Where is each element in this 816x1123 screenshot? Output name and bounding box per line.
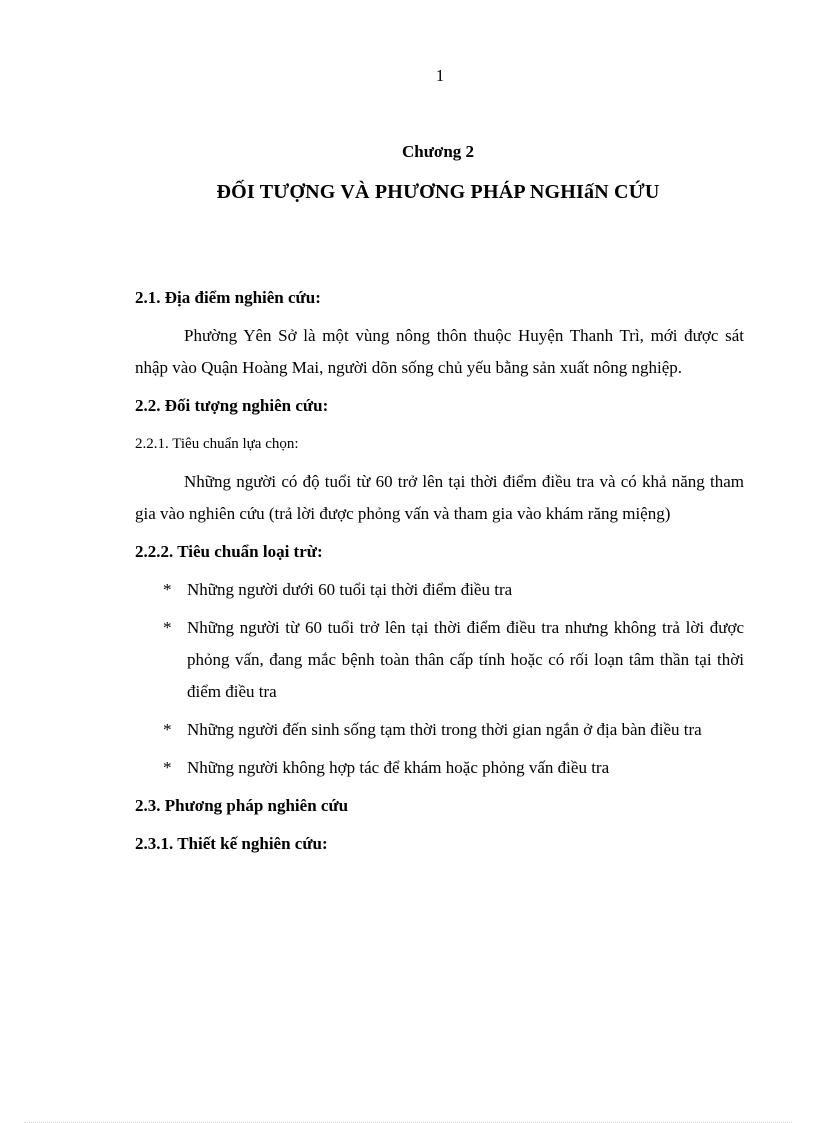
section-heading-2-2: 2.2. Đối tượng nghiên cứu:: [135, 396, 329, 415]
chapter-label: Chương 2: [401, 142, 475, 161]
list-item-text: Những người đến sinh sống tạm thời trong thời gian ngắn ở địa bàn điều tra: [187, 720, 702, 739]
list-item: [135, 752, 744, 784]
asterisk-bullet-icon: *: [163, 720, 172, 739]
list-item: [135, 612, 744, 708]
page-number: 1: [435, 66, 445, 85]
section-heading-2-3: 2.3. Phương pháp nghiên cứu: [135, 796, 349, 815]
document-body: [135, 282, 744, 866]
asterisk-bullet-icon: *: [163, 758, 172, 777]
section-paragraph-2-2-1: Những người có độ tuổi từ 60 trở lên tại thời điểm điều tra và có khả năng tham gia vào nghiên cứu (trả lời được phỏng vấn và tham gia vào khám răng miệng): [135, 472, 744, 523]
section-heading-2-3-1: 2.3.1. Thiết kế nghiên cứu:: [135, 834, 328, 853]
list-item: [135, 714, 744, 746]
section-heading-2-1: 2.1. Địa điểm nghiên cứu:: [135, 288, 321, 307]
asterisk-bullet-icon: *: [163, 618, 172, 637]
list-item-text: Những người không hợp tác để khám hoặc phỏng vấn điều tra: [187, 758, 610, 777]
chapter-title: ĐỐI TƯỢNG VÀ PHƯƠNG PHÁP NGHIấN CỨU: [216, 181, 660, 203]
list-item: [135, 574, 744, 606]
list-item-text: Những người từ 60 tuổi trở lên tại thời điểm điều tra nhưng không trả lời được phỏng vấn, đang mắc bệnh toàn thân cấp tính hoặc có rối loạn tâm thần tại thời điểm điều tra: [187, 618, 744, 701]
exclusion-criteria-list: [135, 574, 744, 784]
list-item-text: Những người dưới 60 tuổi tại thời điểm điều tra: [187, 580, 513, 599]
section-heading-2-2-2: 2.2.2. Tiêu chuẩn loại trừ:: [135, 542, 323, 561]
section-paragraph-2-1: Phường Yên Sở là một vùng nông thôn thuộc Huyện Thanh Trì, mới được sát nhập vào Quận Hoàng Mai, người dõn sống chủ yếu bằng sản xuất nông nghiệp.: [135, 326, 744, 377]
asterisk-bullet-icon: *: [163, 580, 172, 599]
section-heading-2-2-1: 2.2.1. Tiêu chuẩn lựa chọn:: [135, 436, 299, 452]
